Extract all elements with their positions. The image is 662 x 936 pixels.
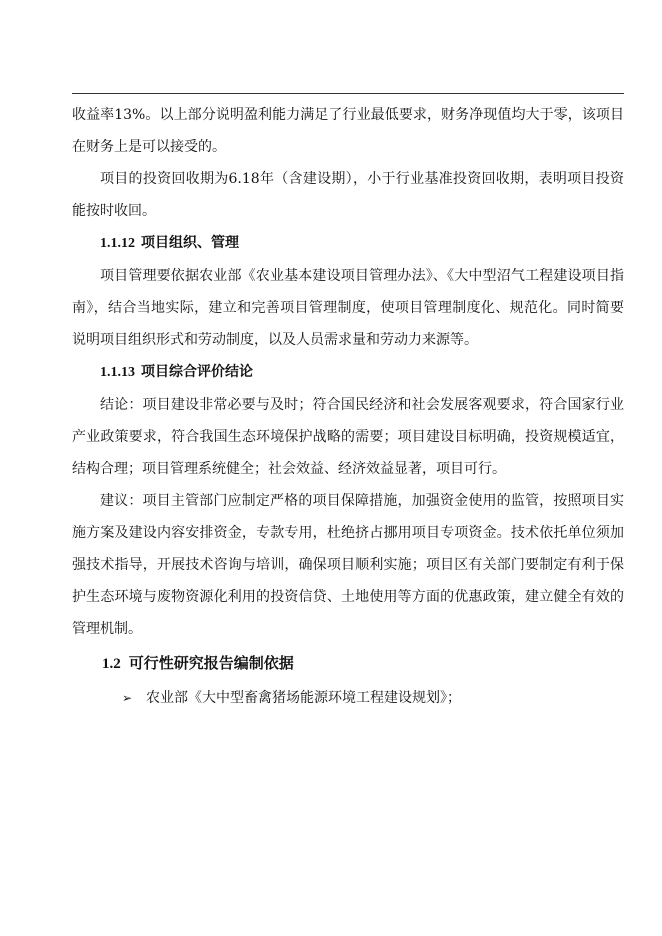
list-item-text: 农业部《大中型畜禽猪场能源环境工程建设规划》； <box>146 690 461 706</box>
list-item <box>72 682 624 714</box>
document-body <box>72 99 624 714</box>
arrow-bullet-icon: ➢ <box>122 691 133 705</box>
section-heading-1-1-13 <box>72 356 624 389</box>
section-title: 项目综合评价结论 <box>141 364 253 380</box>
section-number: 1.2 <box>102 656 121 672</box>
paragraph-conclusion: 结论：项目建设非常必要与及时；符合国民经济和社会发展客观要求，符合国家行业产业政策要求，符合我国生态环境保护战略的需要；项目建设目标明确，投资规模适宜，结构合理；项目管理系统健全；社会效益、经济效益显著，项目可行。 <box>72 397 624 477</box>
section-heading-1-1-12 <box>72 227 624 260</box>
paragraph-suggestion: 建议：项目主管部门应制定严格的项目保障措施，加强资金使用的监管，按照项目实施方案及建设内容安排资金，专款专用，杜绝挤占挪用项目专项资金。技术依托单位须加强技术指导，开展技术咨询与培训，确保项目顺利实施；项目区有关部门要制定有利于保护生态环境与废物资源化利用的投资信贷、土地使用等方面的优惠政策，建立健全有效的管理机制。 <box>72 493 624 637</box>
section-number: 1.1.12 <box>100 236 135 251</box>
section-title: 项目组织、管理 <box>141 235 239 251</box>
section-title: 可行性研究报告编制依据 <box>128 654 294 672</box>
section-heading-1-2 <box>72 645 624 682</box>
paragraph-management: 项目管理要依据农业部《农业基本建设项目管理办法》、《大中型沼气工程建设项目指南》，结合当地实际，建立和完善项目管理制度，使项目管理制度化、规范化。同时简要说明项目组织形式和劳动制度，以及人员需求量和劳动力来源等。 <box>72 268 624 348</box>
paragraph-profitability: 收益率13%。以上部分说明盈利能力满足了行业最低要求，财务净现值均大于零，该项目在财务上是可以接受的。 <box>72 107 624 155</box>
header-rule <box>72 93 624 94</box>
paragraph-payback: 项目的投资回收期为6.18年（含建设期），小于行业基准投资回收期，表明项目投资能按时收回。 <box>72 171 624 219</box>
section-number: 1.1.13 <box>100 365 135 380</box>
